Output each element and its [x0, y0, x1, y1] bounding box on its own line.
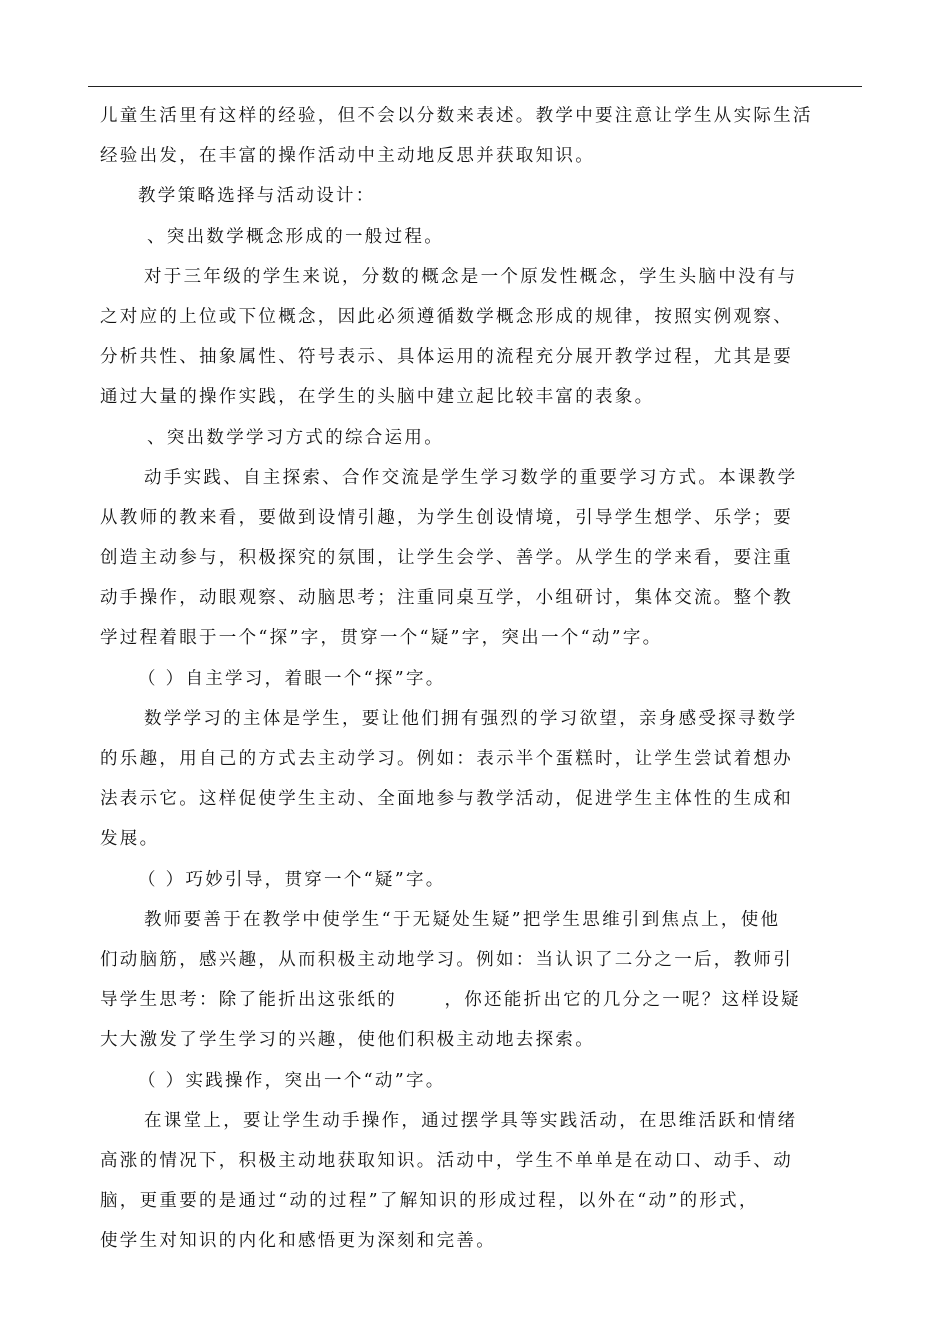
item-heading: （ ）巧妙引导，贯穿一个“疑”字。	[138, 869, 446, 890]
paragraph-line: 法表示它。这样促使学生主动、全面地参与教学活动，促进学生主体性的生成和	[100, 789, 793, 810]
paragraph-line: 分析共性、抽象属性、符号表示、具体运用的流程充分展开教学过程，尤其是要	[100, 347, 793, 368]
paragraph-line: 通过大量的操作实践，在学生的头脑中建立起比较丰富的表象。	[100, 387, 655, 408]
subsection-heading: 、突出数学学习方式的综合运用。	[147, 427, 444, 448]
paragraph-line: 大大激发了学生学习的兴趣，使他们积极主动地去探索。	[100, 1030, 595, 1051]
paragraph-line: 从教师的教来看，要做到设情引趣，为学生创设情境，引导学生想学、乐学；要	[100, 507, 793, 528]
paragraph-line: 之对应的上位或下位概念，因此必须遵循数学概念形成的规律，按照实例观察、	[100, 306, 793, 327]
paragraph-line: 动手实践、自主探索、合作交流是学生学习数学的重要学习方式。本课教学	[144, 467, 798, 488]
subsection-heading: 、突出数学概念形成的一般过程。	[147, 226, 444, 247]
header-rule	[88, 86, 862, 87]
paragraph-line: 们动脑筋，感兴趣，从而积极主动地学习。例如：当认识了二分之一后，教师引	[100, 949, 793, 970]
paragraph-line: 动手操作，动眼观察、动脑思考；注重同桌互学，小组研讨，集体交流。整个教	[100, 588, 793, 609]
paragraph-line: 对于三年级的学生来说，分数的概念是一个原发性概念，学生头脑中没有与	[144, 266, 798, 287]
document-body	[100, 96, 860, 1261]
paragraph-line: 发展。	[100, 829, 160, 850]
section-heading: 教学策略选择与活动设计：	[138, 186, 376, 207]
paragraph-line: 的乐趣，用自己的方式去主动学习。例如：表示半个蛋糕时，让学生尝试着想办	[100, 749, 793, 769]
paragraph-line: 数学学习的主体是学生，要让他们拥有强烈的学习欲望，亲身感受探寻数学	[144, 708, 798, 729]
paragraph-line: 使学生对知识的内化和感悟更为深刻和完善。	[100, 1231, 496, 1252]
paragraph-line: 教师要善于在教学中使学生“于无疑处生疑”把学生思维引到焦点上，使他	[144, 909, 781, 930]
paragraph-line: 脑，更重要的是通过“动的过程”了解知识的形成过程，以外在“动”的形式，	[100, 1191, 759, 1212]
paragraph-line: 儿童生活里有这样的经验，但不会以分数来表述。教学中要注意让学生从实际生活	[100, 106, 813, 126]
paragraph-line: 在课堂上，要让学生动手操作，通过摆学具等实践活动，在思维活跃和情绪	[144, 1110, 798, 1131]
paragraph-line: 高涨的情况下，积极主动地获取知识。活动中，学生不单单是在动口、动手、动	[100, 1150, 793, 1171]
item-heading: （ ）实践操作，突出一个“动”字。	[138, 1070, 446, 1091]
paragraph-line: 经验出发，在丰富的操作活动中主动地反思并获取知识。	[100, 146, 595, 167]
paragraph-line: 创造主动参与，积极探究的氛围，让学生会学、善学。从学生的学来看，要注重	[100, 548, 793, 569]
paragraph-line: 导学生思考：除了能折出这张纸的 ，你还能折出它的几分之一呢？这样设疑	[100, 990, 801, 1011]
paragraph-line: 学过程着眼于一个“探”字，贯穿一个“疑”字，突出一个“动”字。	[100, 628, 663, 649]
item-heading: （ ）自主学习，着眼一个“探”字。	[138, 668, 446, 689]
